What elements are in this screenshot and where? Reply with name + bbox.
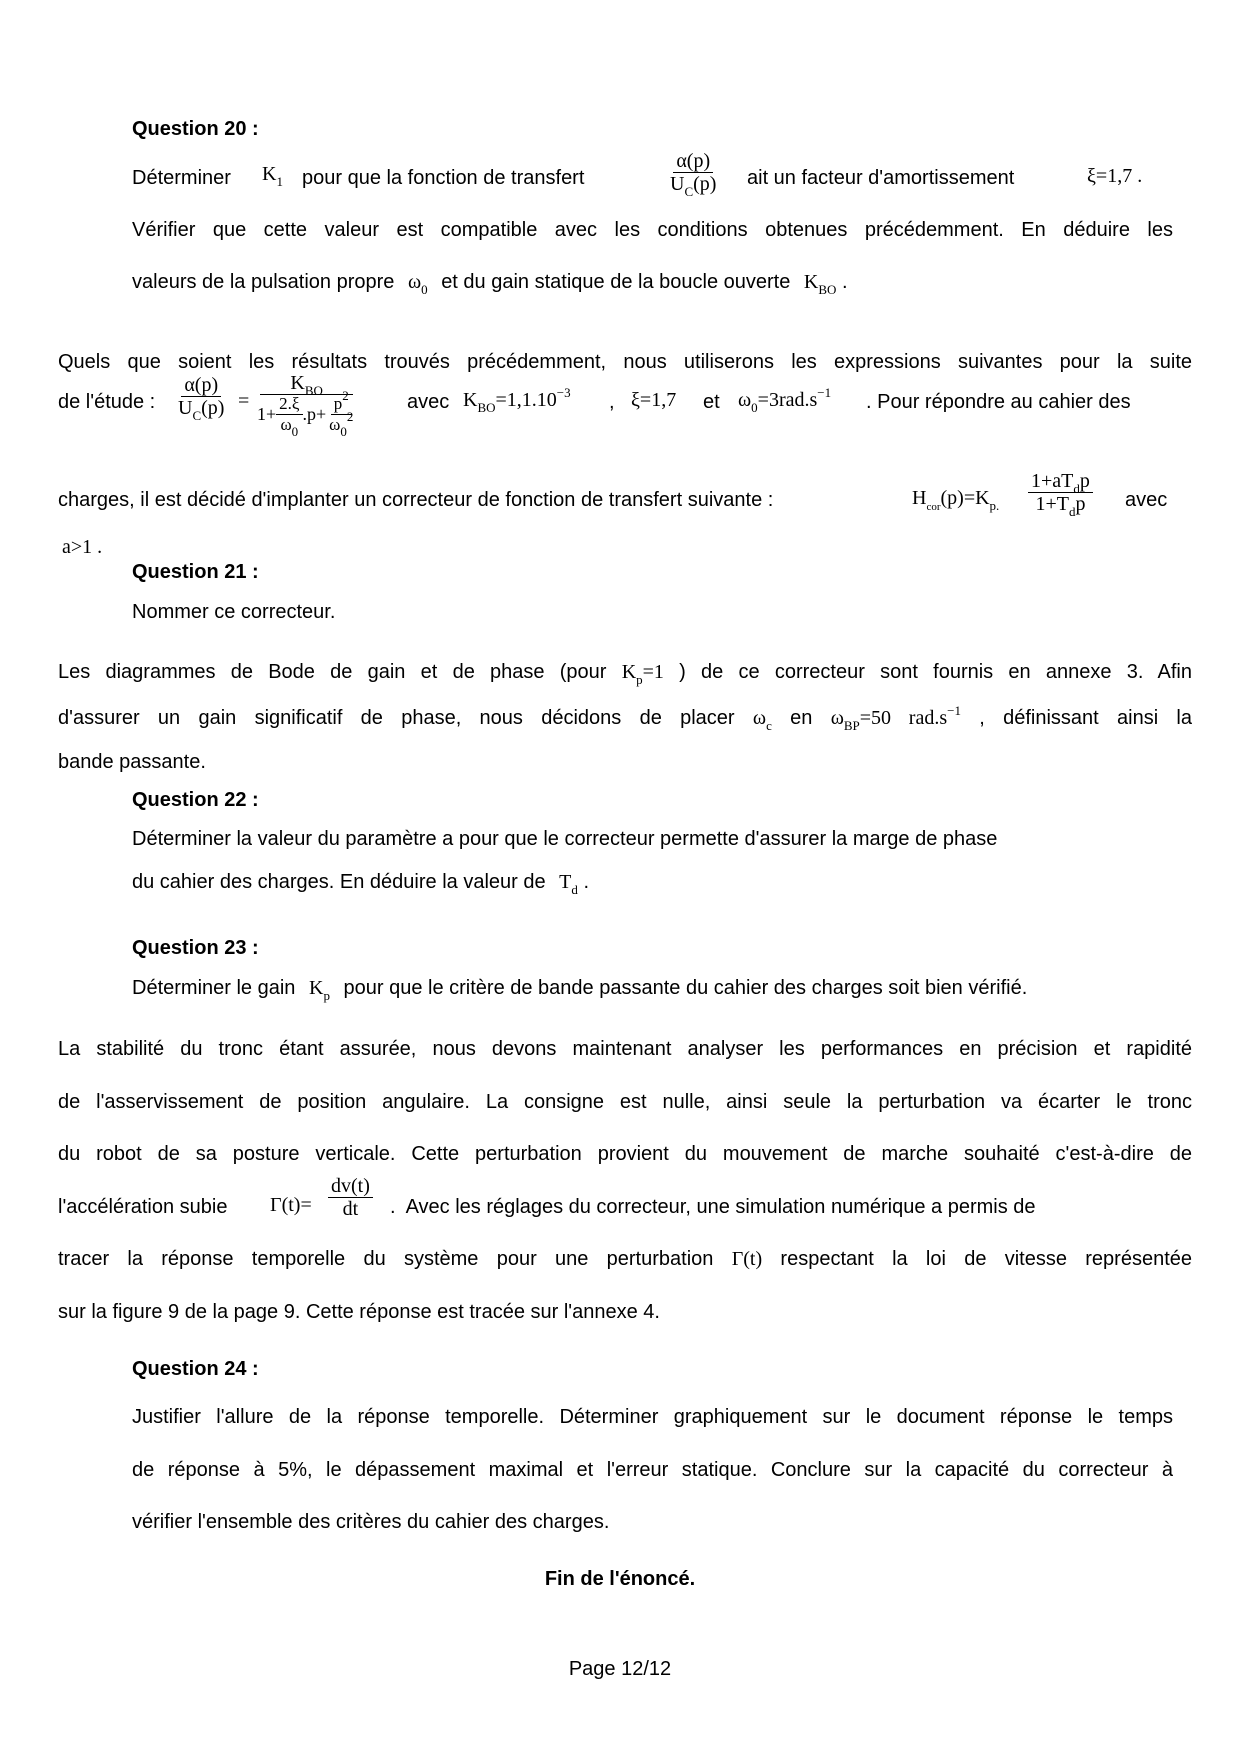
- q24-line-3: vérifier l'ensemble des critères du cahier des charges.: [132, 1511, 610, 1533]
- p1-text-avec-2: avec: [1125, 489, 1168, 511]
- p1-line-1: Quels que soient les résultats trouvés précédemment, nous utiliserons les expressions suivantes pour la suite: [58, 351, 1192, 373]
- p3-derivative-fraction: $\frac{dv(t)}{dt}$: [328, 1175, 373, 1221]
- question-24-title: Question 24 :: [132, 1358, 259, 1380]
- q20-k1: $K_1$: [262, 163, 283, 189]
- q20-line-1: [132, 150, 1173, 208]
- q24-line-1: Justifier l'allure de la réponse temporelle. Déterminer graphiquement sur le document réponse le temps: [132, 1406, 1173, 1428]
- p3-text-acceleration: l'accélération subie: [58, 1196, 228, 1218]
- q20-line-2: Vérifier que cette valeur est compatible avec les conditions obtenues précédemment. En déduire les: [132, 219, 1173, 241]
- q20-text-transfer: pour que la fonction de transfert: [302, 167, 585, 189]
- p1-text-et: et: [703, 391, 720, 413]
- q20-text-damping: ait un facteur d'amortissement: [747, 167, 1015, 189]
- q20-text-determiner: Déterminer: [132, 167, 231, 189]
- p1-hcor-lhs: $H_{cor}(p)=K_{p.}$: [912, 487, 1000, 513]
- q20-line-3: valeurs de la pulsation propre $\omega_0$ et du gain statique de la boucle ouverte $K_{BO}$ .: [132, 271, 848, 297]
- q21-text: Nommer ce correcteur.: [132, 601, 336, 623]
- question-20-title: Question 20 :: [132, 118, 259, 140]
- p1-kbo-value: $K_{BO}=1,1.10^{-3}$: [463, 385, 571, 415]
- q24-line-2: de réponse à 5%, le dépassement maximal et l'erreur statique. Conclure sur la capacité du correcteur à: [132, 1459, 1173, 1481]
- p1-hcor-fraction: $1+aT_dp$ $1+T_dp$: [1028, 470, 1093, 516]
- p2-line-3: bande passante.: [58, 751, 206, 773]
- p3-line-6: sur la figure 9 de la page 9. Cette réponse est tracée sur l'annexe 4.: [58, 1301, 660, 1323]
- p1-eq-rhs-fraction: $K_{BO}$ 1+ $\frac{2.\xi}{\omega_0}$ .p+ $\frac{p^2}{\omega_0^2}$: [257, 372, 354, 439]
- q20-transfer-fraction: $\frac{\alpha(p)}{U_C(p)}$: [670, 150, 717, 199]
- p2-line-2: d'assurer un gain significatif de phase, nous décidons de placer $\omega_c$ en $\omega_{BP}=50$ $rad.s^{-1}$ , définissant ainsi la: [58, 703, 1192, 733]
- p3-line-4: [58, 1173, 1192, 1233]
- q20-xi-value: ξ=1,7 .: [1087, 165, 1143, 187]
- p1-line-3: [58, 470, 1192, 532]
- p3-line-5: tracer la réponse temporelle du système pour une perturbation Γ(t) respectant la loi de vitesse représentée: [58, 1248, 1192, 1270]
- p1-text-cahier: . Pour répondre au cahier des: [866, 391, 1131, 413]
- p2-line-1: Les diagrammes de Bode de gain et de phase (pour $K_p=1$ ) de ce correcteur sont fournis en annexe 3. Afin: [58, 661, 1192, 687]
- p1-text-etude: de l'étude :: [58, 391, 156, 413]
- p1-line-4: a>1 .: [62, 536, 103, 558]
- p1-omega-value: $\omega_0=3rad.s^{-1}$: [738, 385, 832, 415]
- page-number: Page 12/12: [568, 1658, 672, 1680]
- p1-text-avec: avec: [407, 391, 450, 413]
- question-23-title: Question 23 :: [132, 937, 259, 959]
- p1-text-correcteur: charges, il est décidé d'implanter un correcteur de fonction de transfert suivante :: [58, 489, 774, 511]
- question-21-title: Question 21 :: [132, 561, 259, 583]
- q22-line-1: Déterminer la valeur du paramètre a pour que le correcteur permette d'assurer la marge de phase: [132, 828, 998, 850]
- p1-eq-lhs-fraction: $\frac{\alpha(p)}{U_C(p)}$: [178, 374, 225, 423]
- p1-line-2: [58, 372, 1192, 468]
- end-of-statement: Fin de l'énoncé.: [544, 1568, 696, 1590]
- p3-gamma-lhs: Γ(t)=: [270, 1194, 312, 1216]
- question-22-title: Question 22 :: [132, 789, 259, 811]
- q22-line-2: du cahier des charges. En déduire la valeur de $T_d$ .: [132, 871, 589, 897]
- q23-line-1: Déterminer le gain $K_p$ pour que le critère de bande passante du cahier des charges soit bien vérifié.: [132, 977, 1028, 1003]
- p3-line-3: du robot de sa posture verticale. Cette perturbation provient du mouvement de marche souhaité c'est-à-dire de: [58, 1143, 1192, 1165]
- p3-line-2: de l'asservissement de position angulaire. La consigne est nulle, ainsi seule la perturbation va écarter le tronc: [58, 1091, 1192, 1113]
- p1-comma: ,: [609, 391, 615, 413]
- p1-xi-value: ξ=1,7: [631, 389, 677, 411]
- p1-eq-equals: =: [238, 390, 250, 412]
- p3-text-simulation: . Avec les réglages du correcteur, une simulation numérique a permis de: [390, 1196, 1036, 1218]
- p3-line-1: La stabilité du tronc étant assurée, nous devons maintenant analyser les performances en précision et rapidité: [58, 1038, 1192, 1060]
